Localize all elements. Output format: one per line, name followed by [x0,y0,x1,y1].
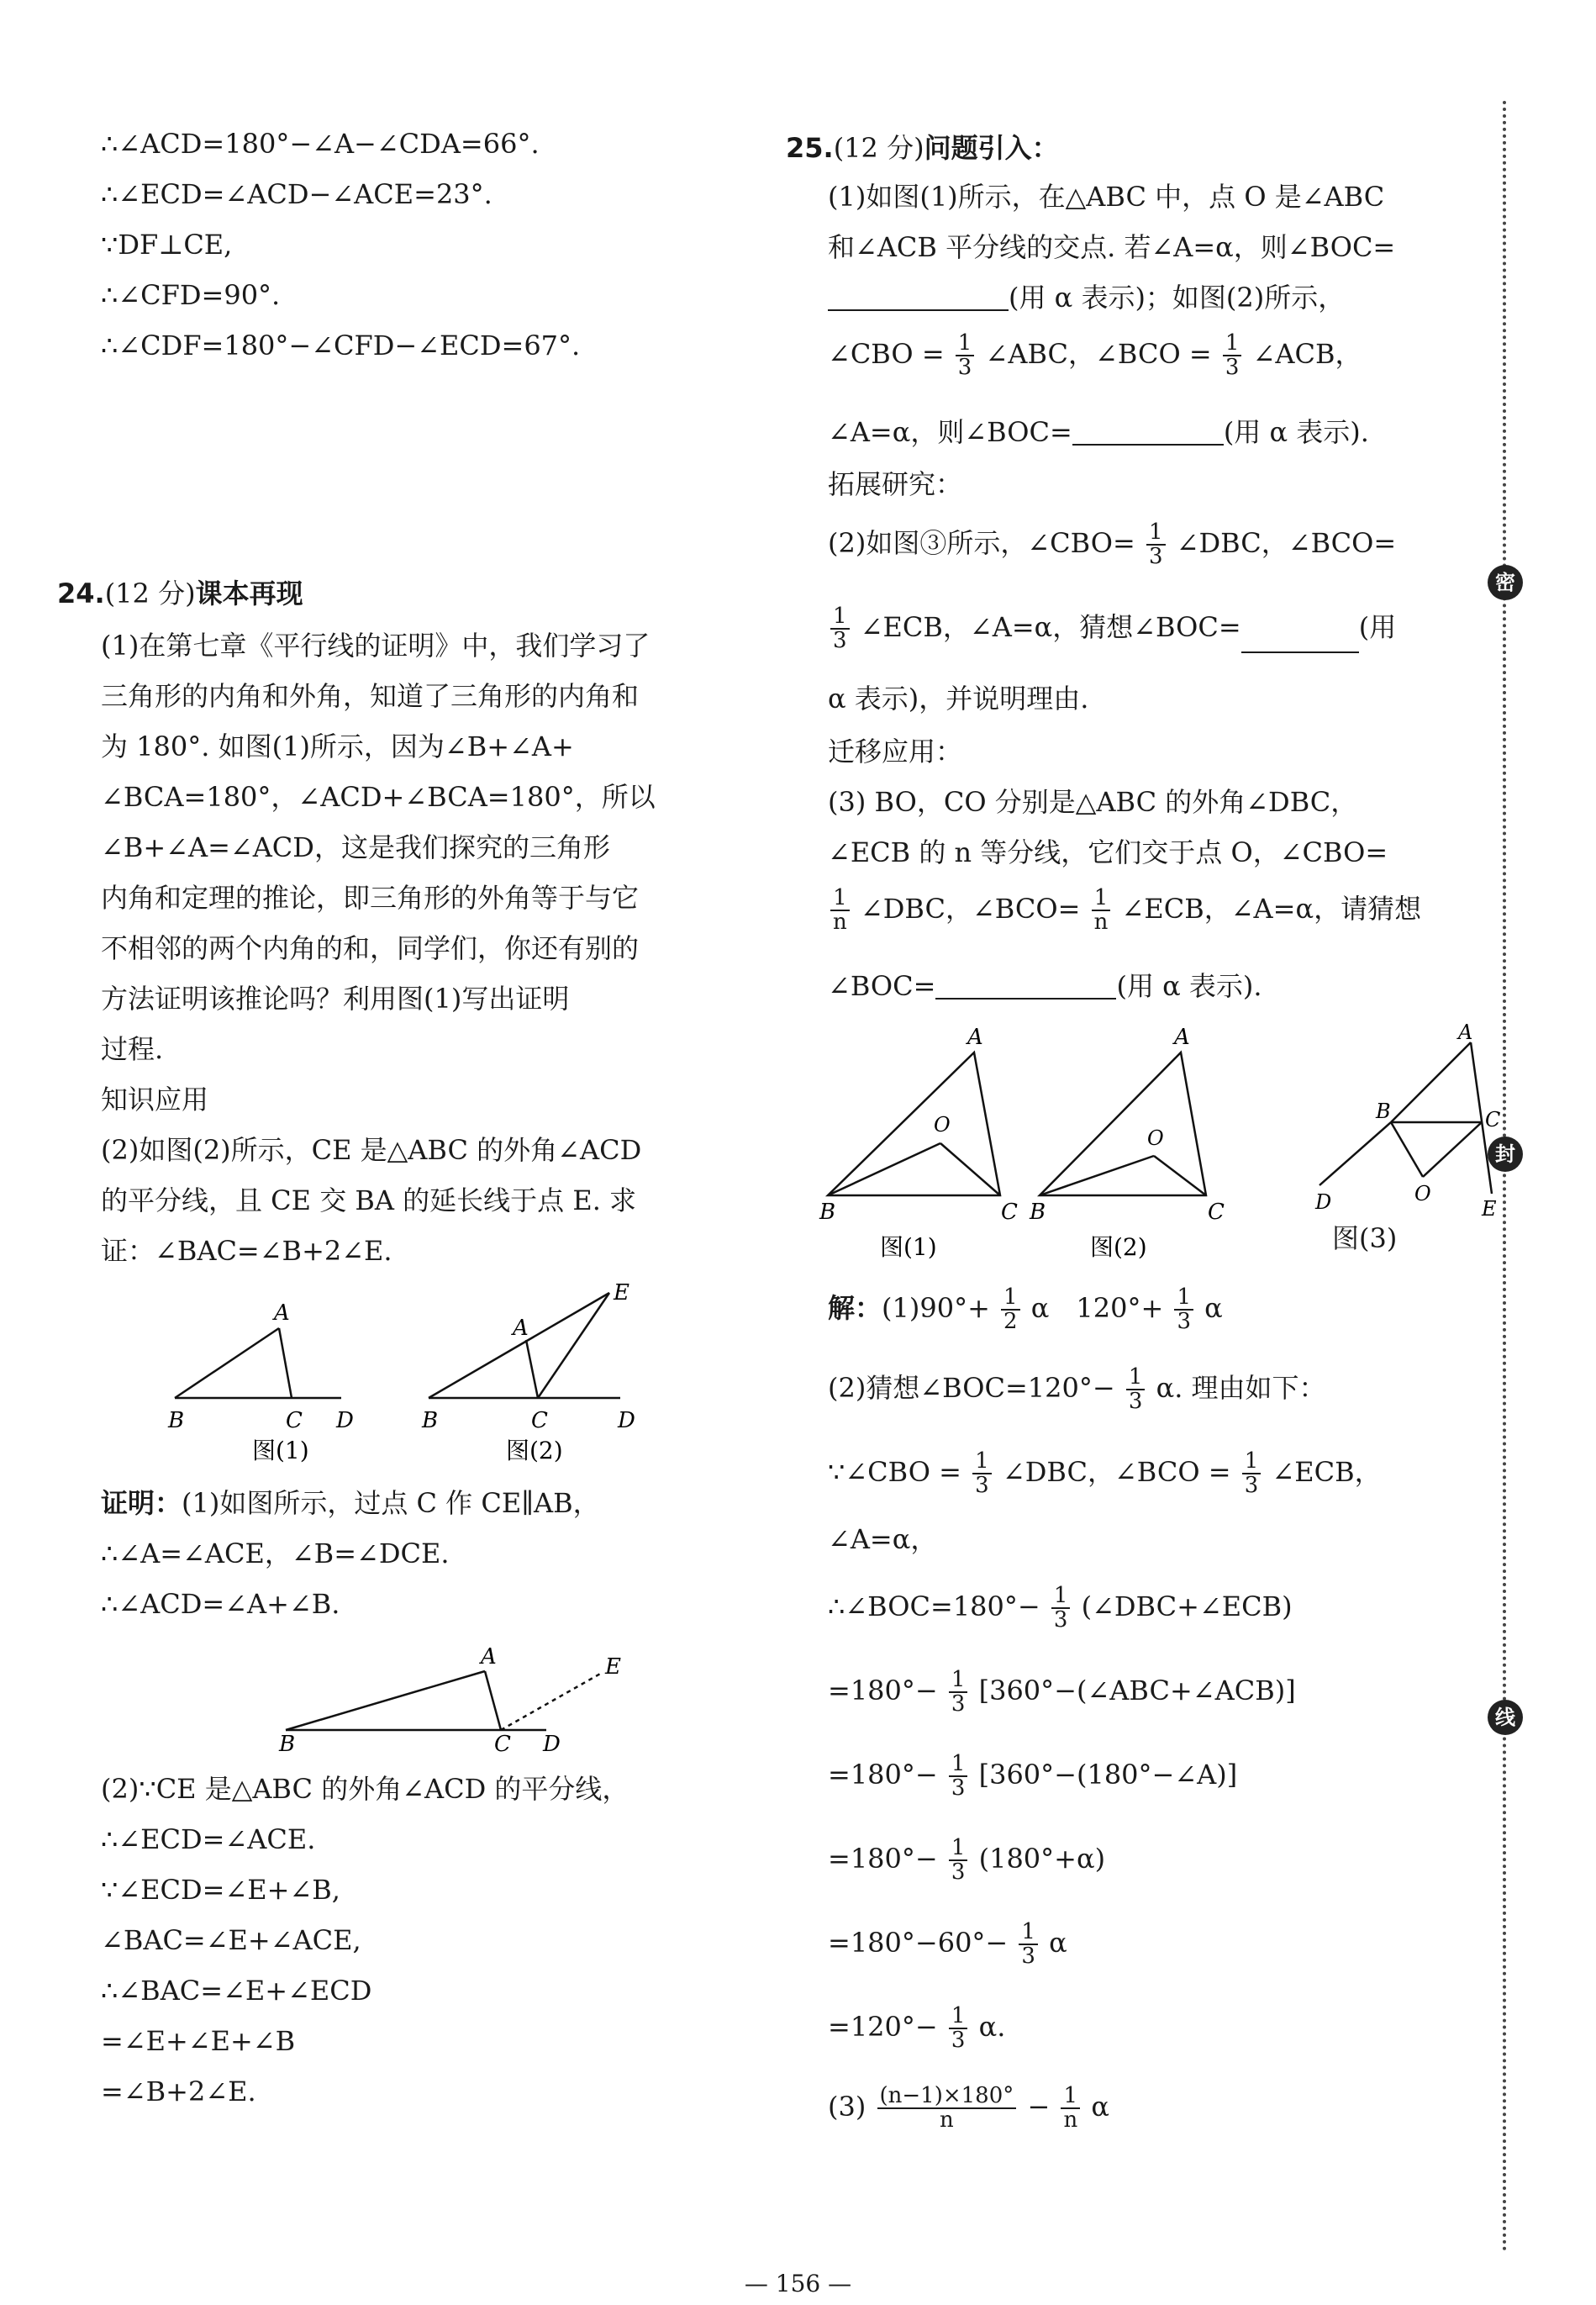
svg-text:D: D [336,1408,354,1433]
figure-caption: 图(3) [1332,1222,1398,1254]
proof-line: ∴∠ACD=∠A+∠B. [101,1588,340,1620]
q24-text-line: 不相邻的两个内角的和，同学们，你还有别的 [101,932,640,964]
svg-text:B: B [1376,1100,1391,1123]
proof-line: =∠E+∠E+∠B [101,2025,296,2057]
svg-text:B: B [1030,1200,1046,1225]
q25-text-line: (2)如图③所示，∠CBO= $\frac{1}{3}$ ∠DBC，∠BCO= [828,520,1397,570]
fraction: $\frac{1}{3}$ [949,1837,968,1885]
svg-text:B: B [819,1200,836,1225]
proof-figure [269,1643,622,1757]
q24-text-line: 方法证明该推论吗？利用图(1)写出证明 [101,983,570,1015]
q24-text-line: 证：∠BAC=∠B+2∠E. [101,1235,392,1267]
prev-solution-line: ∴∠ECD=∠ACD−∠ACE=23°. [101,178,492,210]
q25-text-line: (3) BO，CO 分别是△ABC 的外角∠DBC， [828,786,1358,818]
q24-text-line: 为 180°. 如图(1)所示，因为∠B+∠A+ [101,731,574,762]
solution-line: (3) $\frac{(n-1)\times 180^\circ}{n}$ − $\frac{1}{n}$ α [828,2083,1109,2134]
q25-text-line: (用 α 表示)；如图(2)所示， [828,284,1345,311]
section-heading: 迁移应用： [828,736,963,767]
q24-text-line: 过程. [101,1033,164,1065]
svg-text:A: A [513,1316,529,1341]
q24-figure-1 [167,1300,354,1464]
proof-label: 证明： [101,1487,182,1519]
question-score: (12 分) [104,578,196,609]
svg-text:E: E [1482,1197,1497,1221]
fraction: $\frac{1}{3}$ [1146,521,1166,569]
proof-line: 证明：(1)如图所示，过点 C 作 CE∥AB， [101,1487,600,1519]
question-number: 24. [57,578,105,609]
fraction: $\frac{1}{3}$ [830,605,850,653]
svg-text:D: D [543,1732,561,1757]
prev-solution-line: ∴∠ACD=180°−∠A−∠CDA=66°. [101,128,540,160]
fraction: $\frac{1}{2}$ [1001,1286,1020,1334]
svg-text:D: D [618,1408,635,1433]
prev-solution-line: ∴∠CFD=90°. [101,279,281,311]
q25-text-line: α 表示)，并说明理由. [828,683,1089,715]
solution-line: =120°− $\frac{1}{3}$ α. [828,2003,1006,2054]
svg-text:C: C [1485,1108,1501,1131]
section-heading: 知识应用 [101,1084,209,1116]
q25-text-line: ∠CBO = $\frac{1}{3}$ ∠ABC，∠BCO = $\frac{1}{3}$ ∠ACB， [828,330,1362,381]
proof-line: =∠B+2∠E. [101,2076,256,2107]
svg-text:C: C [286,1408,303,1433]
proof-line: ∠BAC=∠E+∠ACE, [101,1924,361,1956]
q25-text-line: (1)如图(1)所示，在△ABC 中，点 O 是∠ABC [828,181,1385,213]
prev-solution-line: ∴∠CDF=180°−∠CFD−∠ECD=67°. [101,330,581,361]
q24-figure-2 [421,1280,635,1464]
svg-text:A: A [1458,1021,1473,1044]
solution-line: ∠A=α， [828,1523,938,1555]
svg-text:O: O [1414,1182,1431,1205]
figure-caption: 图(2) [506,1437,563,1464]
solution-line: =180°− $\frac{1}{3}$ (180°+α) [828,1835,1106,1886]
fraction: $\frac{1}{3}$ [1242,1450,1262,1498]
q25-text-line: ∠BOC= (用 α 表示). [828,970,1262,1002]
svg-text:A: A [967,1025,983,1050]
q25-text-line: $\frac{1}{n}$ ∠DBC，∠BCO= $\frac{1}{n}$ ∠ECB，∠A=α，请猜想 [828,887,1421,935]
q25-text-line: ∠ECB 的 n 等分线，它们交于点 O，∠CBO= [828,836,1388,868]
svg-text:C: C [1001,1200,1018,1225]
svg-text:B: B [422,1408,439,1433]
fraction: $\frac{1}{3}$ [949,2005,968,2053]
solution-line: =180°− $\frac{1}{3}$ [360°−(∠ABC+∠ACB)] [828,1667,1296,1717]
solution-label: 解： [828,1291,882,1324]
section-heading: 拓展研究： [828,468,963,500]
q25-figure-3 [1314,1021,1500,1221]
fraction: $\frac{1}{3}$ [1223,332,1242,380]
figure-caption: 图(1) [252,1437,309,1464]
page-number: — 156 — [744,2270,852,2297]
q24-text-line: (2)如图(2)所示，CE 是△ABC 的外角∠ACD [101,1134,642,1166]
svg-text:B: B [279,1732,296,1757]
svg-text:B: B [168,1408,185,1433]
svg-text:A: A [481,1644,497,1669]
figure-caption: 图(2) [1090,1233,1147,1261]
solution-line: ∴∠BOC=180°− $\frac{1}{3}$ (∠DBC+∠ECB) [828,1583,1293,1633]
svg-text:E: E [614,1280,629,1305]
fraction: $\frac{1}{n}$ [1061,2085,1080,2133]
fraction: $\frac{1}{3}$ [1174,1286,1193,1334]
question-title: 课本再现 [195,578,303,609]
fraction: $\frac{1}{3}$ [972,1450,992,1498]
figure-caption: 图(1) [880,1233,937,1261]
svg-text:O: O [934,1113,951,1137]
seal-mark: 封 [1488,1137,1523,1172]
fraction: $\frac{(n-1)\times 180^\circ}{n}$ [877,2085,1017,2133]
binding-dotted-line [1503,101,1506,2253]
answer-blank [1072,419,1224,446]
fraction: $\frac{1}{3}$ [949,1669,968,1717]
proof-line: ∴∠A=∠ACE，∠B=∠DCE. [101,1538,450,1569]
q24-text-line: (1)在第七章《平行线的证明》中，我们学习了 [101,630,651,662]
fraction: $\frac{1}{n}$ [1092,887,1111,935]
svg-text:A: A [274,1300,290,1326]
svg-text:C: C [531,1408,548,1433]
q25-text-line: 和∠ACB 平分线的交点. 若∠A=α，则∠BOC= [828,231,1396,263]
fraction: $\frac{1}{3}$ [1126,1366,1146,1414]
question-number: 25. [786,132,834,164]
answer-blank [935,973,1116,1000]
fraction: $\frac{1}{3}$ [956,332,975,380]
solution-line: (2)猜想∠BOC=120°− $\frac{1}{3}$ α. 理由如下： [828,1364,1326,1415]
svg-text:O: O [1147,1126,1164,1150]
question-score: (12 分) [833,132,924,164]
proof-line: ∴∠BAC=∠E+∠ECD [101,1975,372,2007]
seal-mark: 线 [1488,1700,1523,1735]
prev-solution-line: ∵DF⊥CE, [101,229,233,261]
q24-figures [160,1280,698,1471]
solution-line: =180°− $\frac{1}{3}$ [360°−(180°−∠A)] [828,1751,1238,1801]
solution-line: 解：(1)90°+ $\frac{1}{2}$ α 120°+ $\frac{1}{3}$ α [828,1284,1223,1335]
answer-blank [1241,626,1359,653]
fraction: $\frac{1}{3}$ [1019,1921,1038,1969]
question-25-header [786,132,1059,164]
q25-figure-2 [1029,1025,1225,1261]
q25-figure-1 [819,1025,1018,1261]
q25-text-line: ∠A=α，则∠BOC= (用 α 表示). [828,416,1369,448]
svg-text:E: E [605,1654,621,1680]
seal-mark: 密 [1488,565,1523,600]
svg-text:C: C [494,1732,511,1757]
q24-text-line: 的平分线，且 CE 交 BA 的延长线于点 E. 求 [101,1184,637,1216]
q25-text-line: $\frac{1}{3}$ ∠ECB，∠A=α，猜想∠BOC= (用 [828,605,1396,653]
solution-line: =180°−60°− $\frac{1}{3}$ α [828,1919,1067,1970]
fraction: $\frac{1}{n}$ [830,887,850,935]
solution-line: ∵∠CBO = $\frac{1}{3}$ ∠DBC，∠BCO = $\frac{1}{3}$ ∠ECB， [828,1448,1382,1499]
q24-text-line: 内角和定理的推论，即三角形的外角等于与它 [101,882,640,914]
question-24-header [57,580,303,607]
question-title: 问题引入： [924,132,1059,164]
proof-line: ∴∠ECD=∠ACE. [101,1823,316,1855]
q24-text-line: 三角形的内角和外角，知道了三角形的内角和 [101,680,640,712]
proof-line: (2)∵CE 是△ABC 的外角∠ACD 的平分线， [101,1773,629,1805]
svg-text:A: A [1174,1025,1190,1050]
proof-line: ∵∠ECD=∠E+∠B, [101,1874,340,1906]
fraction: $\frac{1}{3}$ [1051,1585,1071,1632]
svg-text:D: D [1315,1190,1332,1214]
answer-blank [828,284,1009,311]
q24-text-line: ∠BCA=180°，∠ACD+∠BCA=180°，所以 [101,781,656,813]
svg-text:C: C [1208,1200,1225,1225]
q24-text-line: ∠B+∠A=∠ACD，这是我们探究的三角形 [101,831,610,863]
fraction: $\frac{1}{3}$ [949,1753,968,1801]
